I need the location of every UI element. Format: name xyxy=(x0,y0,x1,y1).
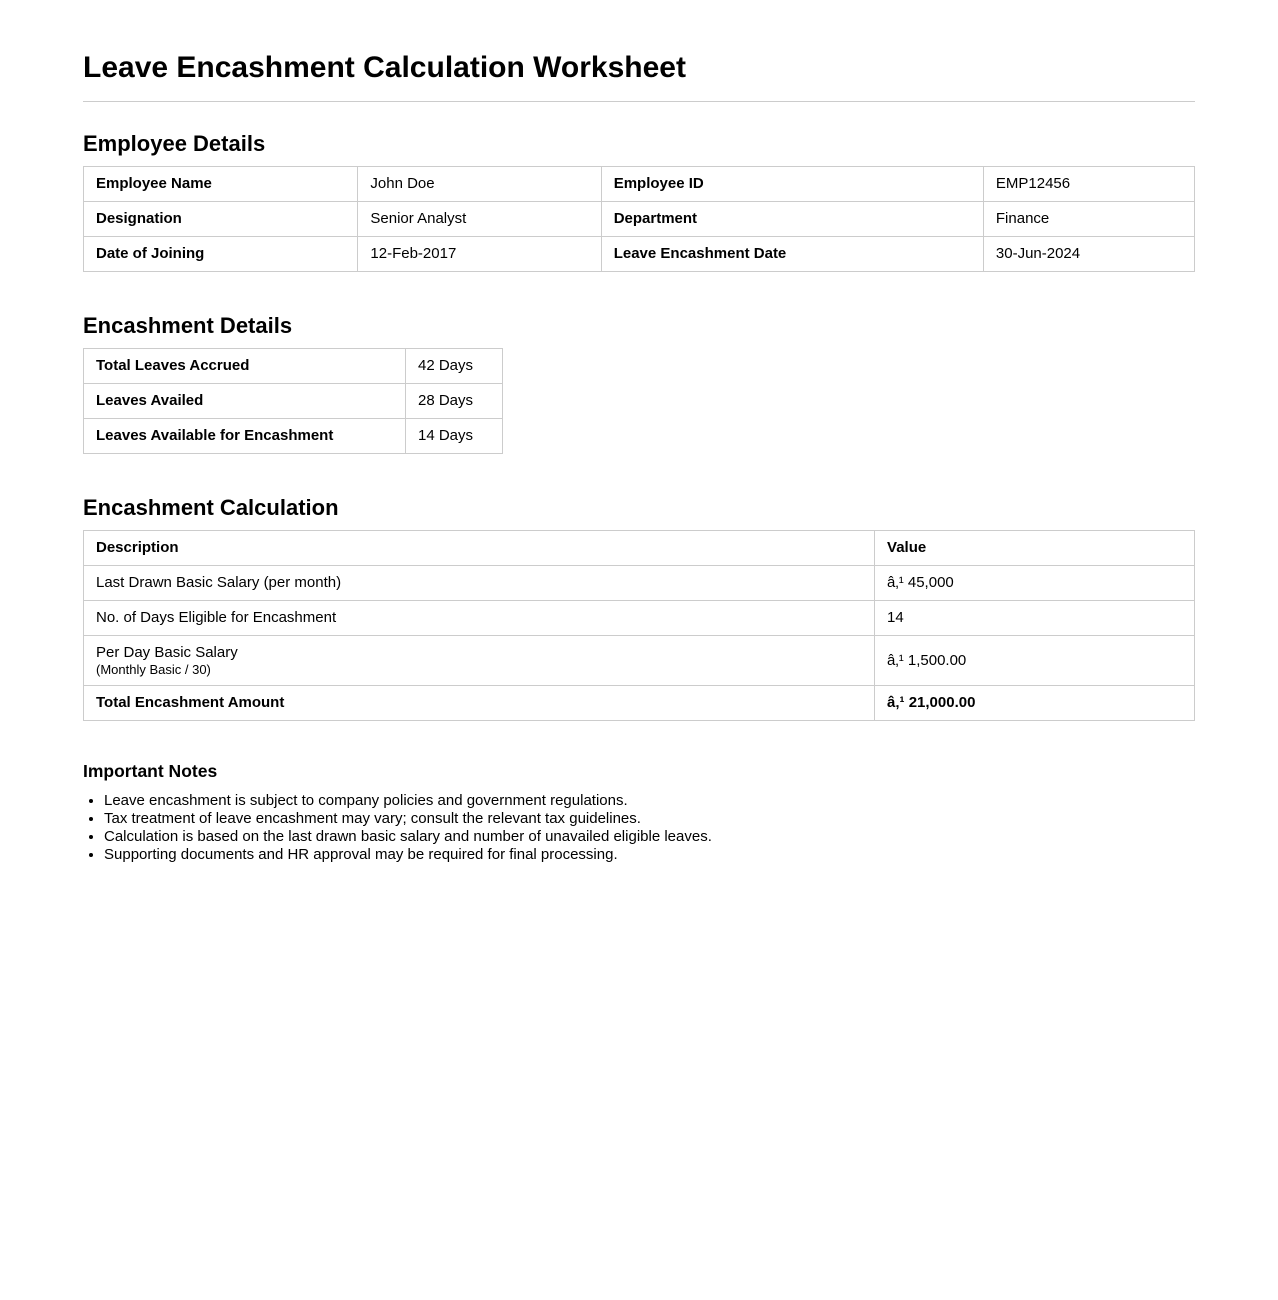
leaves-availed-value: 28 Days xyxy=(406,384,503,419)
basic-salary-value: â‚¹ 45,000 xyxy=(875,566,1195,601)
eligible-days-description: No. of Days Eligible for Encashment xyxy=(84,601,875,636)
employee-name-value: John Doe xyxy=(358,167,601,202)
per-day-salary-value: â‚¹ 1,500.00 xyxy=(875,636,1195,686)
employee-details-heading: Employee Details xyxy=(83,131,266,156)
leave-encashment-date-label: Leave Encashment Date xyxy=(601,237,983,272)
per-day-salary-formula-note: (Monthly Basic / 30) xyxy=(96,662,211,677)
basic-salary-description: Last Drawn Basic Salary (per month) xyxy=(84,566,875,601)
value-column-header: Value xyxy=(875,531,1195,566)
leaves-available-for-encashment-value: 14 Days xyxy=(406,419,503,454)
date-of-joining-value: 12-Feb-2017 xyxy=(358,237,601,272)
designation-value: Senior Analyst xyxy=(358,202,601,237)
list-item: • Calculation is based on the last drawn basic salary and number of unavailed eligible leaves. xyxy=(104,828,1195,846)
table-row xyxy=(84,202,1195,237)
table-row xyxy=(84,384,503,419)
table-row xyxy=(84,566,1195,601)
description-column-header: Description xyxy=(84,531,875,566)
department-value: Finance xyxy=(983,202,1194,237)
table-header-row xyxy=(84,531,1195,566)
table-row xyxy=(84,167,1195,202)
employee-name-label: Employee Name xyxy=(84,167,358,202)
designation-label: Designation xyxy=(84,202,358,237)
total-row xyxy=(84,686,1195,721)
eligible-days-value: 14 xyxy=(875,601,1195,636)
important-notes-list xyxy=(83,792,1195,864)
employee-details-table xyxy=(83,166,1195,272)
total-leaves-accrued-value: 42 Days xyxy=(406,349,503,384)
leaves-availed-label: Leaves Availed xyxy=(84,384,406,419)
total-encashment-amount-label: Total Encashment Amount xyxy=(84,686,875,721)
list-item: • Leave encashment is subject to company policies and government regulations. xyxy=(104,792,1195,810)
list-item: • Tax treatment of leave encashment may vary; consult the relevant tax guidelines. xyxy=(104,810,1195,828)
table-row xyxy=(84,237,1195,272)
encashment-calculation-table xyxy=(83,530,1195,721)
important-notes-heading: Important Notes xyxy=(83,761,218,781)
date-of-joining-label: Date of Joining xyxy=(84,237,358,272)
table-row xyxy=(84,601,1195,636)
table-row xyxy=(84,349,503,384)
encashment-calculation-heading: Encashment Calculation xyxy=(83,495,339,520)
leaves-available-for-encashment-label: Leaves Available for Encashment xyxy=(84,419,406,454)
employee-id-value: EMP12456 xyxy=(983,167,1194,202)
encashment-details-table xyxy=(83,348,503,454)
list-item: • Supporting documents and HR approval may be required for final processing. xyxy=(104,846,1195,864)
leave-encashment-date-value: 30-Jun-2024 xyxy=(983,237,1194,272)
total-encashment-amount-value: â‚¹ 21,000.00 xyxy=(875,686,1195,721)
table-row xyxy=(84,419,503,454)
title-divider xyxy=(83,101,1195,102)
encashment-details-heading: Encashment Details xyxy=(83,313,293,338)
employee-id-label: Employee ID xyxy=(601,167,983,202)
per-day-salary-main-text: Per Day Basic Salary xyxy=(96,644,238,661)
total-leaves-accrued-label: Total Leaves Accrued xyxy=(84,349,406,384)
department-label: Department xyxy=(601,202,983,237)
table-row xyxy=(84,636,1195,686)
per-day-salary-description xyxy=(84,636,875,686)
page-title: Leave Encashment Calculation Worksheet xyxy=(83,51,686,84)
